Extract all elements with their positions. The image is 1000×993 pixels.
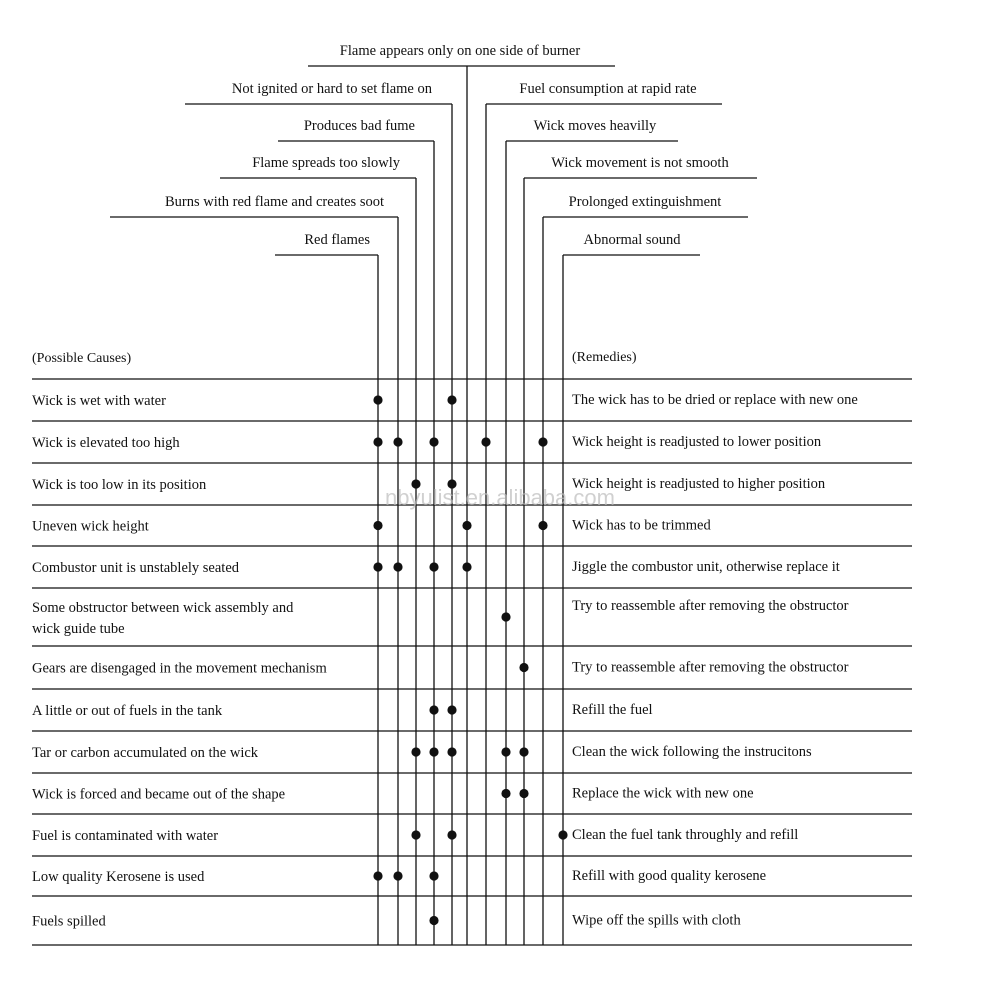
remedies-header: (Remedies) <box>572 350 637 365</box>
cause-label: Low quality Kerosene is used <box>32 869 205 885</box>
matrix-dot <box>373 437 382 446</box>
cause-label: wick guide tube <box>32 621 125 637</box>
matrix-dot <box>429 871 438 880</box>
cause-label: Combustor unit is unstablely seated <box>32 560 240 576</box>
matrix-dot <box>429 705 438 714</box>
symptom-label: Prolonged extinguishment <box>568 194 722 210</box>
matrix-dot <box>447 830 456 839</box>
cause-label: Fuels spilled <box>32 913 106 930</box>
matrix-dot <box>501 612 510 621</box>
matrix-dot <box>447 705 456 714</box>
matrix-dot <box>393 871 402 880</box>
matrix-dot <box>519 747 528 756</box>
symptom-label: Wick moves heavilly <box>533 118 657 134</box>
symptom-label: Red flames <box>304 232 370 248</box>
matrix-dot <box>519 789 528 798</box>
symptom-label: Fuel consumption at rapid rate <box>519 81 697 97</box>
remedy-label: Wick has to be trimmed <box>572 517 711 534</box>
cause-label: Tar or carbon accumulated on the wick <box>32 745 259 761</box>
symptom-label: Produces bad fume <box>303 118 415 134</box>
causes-header: (Possible Causes) <box>32 351 132 366</box>
matrix-dot <box>411 830 420 839</box>
matrix-dot <box>462 562 471 571</box>
matrix-dot <box>501 747 510 756</box>
cause-label: Fuel is contaminated with water <box>32 828 219 844</box>
matrix-dot <box>393 562 402 571</box>
symptom-label: Abnormal sound <box>583 232 681 248</box>
matrix-dot <box>373 871 382 880</box>
symptom-label: Burns with red flame and creates soot <box>164 194 384 210</box>
remedy-label: Try to reassemble after removing the obstructor <box>572 598 849 614</box>
remedy-label: Wick height is readjusted to lower position <box>572 434 822 450</box>
remedy-label: Replace the wick with new one <box>572 785 754 802</box>
remedy-label: Wipe off the spills with cloth <box>572 912 741 929</box>
watermark-text: nbyulist.en.alibaba.com <box>385 485 615 510</box>
cause-label: Wick is too low in its position <box>32 477 207 493</box>
cause-label: A little or out of fuels in the tank <box>32 703 223 719</box>
matrix-dot <box>462 521 471 530</box>
remedy-label: Refill the fuel <box>572 702 653 718</box>
remedy-label: Try to reassemble after removing the obstructor <box>572 659 849 676</box>
matrix-dot <box>429 747 438 756</box>
matrix-dot <box>429 562 438 571</box>
matrix-dot <box>393 437 402 446</box>
matrix-dot <box>373 521 382 530</box>
symptom-label: Wick movement is not smooth <box>551 155 729 171</box>
matrix-dot <box>538 521 547 530</box>
matrix-dot <box>538 437 547 446</box>
remedy-label: Wick height is readjusted to higher position <box>572 476 826 492</box>
cause-label: Wick is elevated too high <box>32 435 180 451</box>
symptom-label: Not ignited or hard to set flame on <box>231 81 432 97</box>
symptom-label: Flame spreads too slowly <box>252 155 400 171</box>
matrix-dot <box>481 437 490 446</box>
remedy-label: Jiggle the combustor unit, otherwise replace it <box>572 559 840 575</box>
matrix-dot <box>519 663 528 672</box>
cause-label: Wick is forced and became out of the shape <box>32 786 286 803</box>
matrix-dot <box>373 395 382 404</box>
cause-label: Uneven wick height <box>32 518 149 535</box>
remedy-label: Clean the fuel tank throughly and refill <box>572 827 799 843</box>
matrix-dot <box>447 395 456 404</box>
matrix-dot <box>429 916 438 925</box>
matrix-dot <box>429 437 438 446</box>
cause-label: Wick is wet with water <box>32 393 166 409</box>
matrix-dot <box>411 747 420 756</box>
remedy-label: The wick has to be dried or replace with new one <box>572 392 858 408</box>
symptom-label: Flame appears only on one side of burner <box>339 43 581 59</box>
cause-label: Some obstructor between wick assembly and <box>32 600 294 616</box>
matrix-dot <box>373 562 382 571</box>
cause-label: Gears are disengaged in the movement mechanism <box>32 660 327 677</box>
matrix-dot <box>501 789 510 798</box>
remedy-label: Clean the wick following the instrucitons <box>572 744 812 760</box>
matrix-dot <box>447 747 456 756</box>
remedy-label: Refill with good quality kerosene <box>572 868 767 884</box>
matrix-dot <box>558 830 567 839</box>
